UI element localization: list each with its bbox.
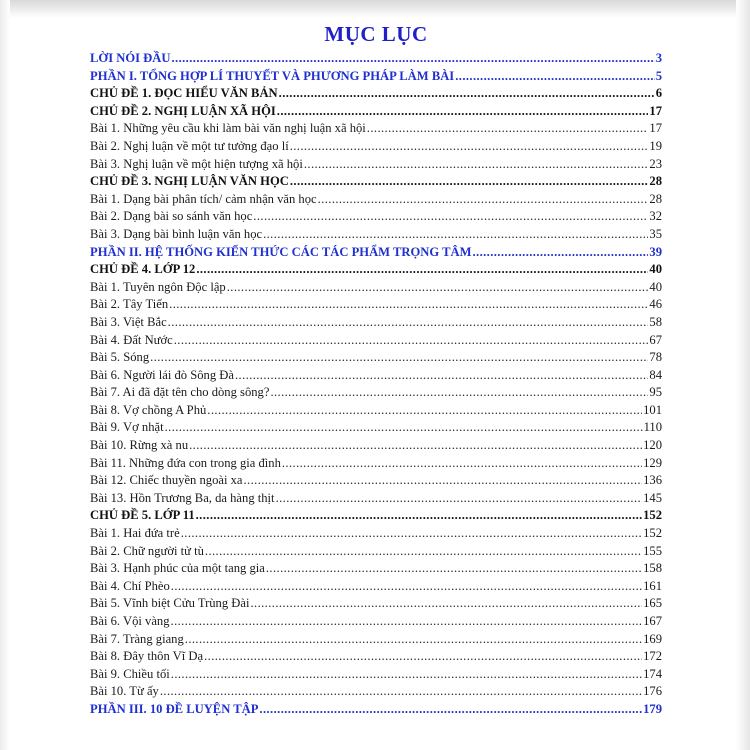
toc-entry-label: PHẦN I. TỔNG HỢP LÍ THUYẾT VÀ PHƯƠNG PHÁP LÀM BÀI [90, 68, 455, 83]
toc-entry-page-number: 58 [649, 314, 662, 329]
document-page [90, 20, 662, 719]
toc-entry-page-number: 169 [643, 631, 662, 646]
toc-entry[interactable] [90, 191, 662, 209]
toc-entry[interactable] [90, 648, 662, 666]
toc-entry[interactable] [90, 525, 662, 543]
toc-entry-page-number: 39 [649, 244, 662, 259]
toc-entry-label: Bài 12. Chiếc thuyền ngoài xa [90, 473, 243, 488]
toc-entry-page-number: 95 [649, 385, 662, 400]
toc-entry-label: Bài 1. Dạng bài phân tích/ cảm nhận văn học [90, 191, 317, 206]
toc-entry[interactable] [90, 68, 662, 86]
toc-dot-leader [205, 543, 642, 561]
toc-entry-page-number: 155 [643, 543, 662, 558]
toc-entry[interactable] [90, 261, 662, 279]
toc-entry[interactable] [90, 595, 662, 613]
toc-entry-label: Bài 2. Tây Tiến [90, 297, 169, 312]
toc-dot-leader [189, 437, 642, 455]
toc-dot-leader [290, 173, 649, 191]
toc-entry[interactable] [90, 455, 662, 473]
toc-dot-leader [270, 384, 648, 402]
toc-entry-page-number: 17 [649, 121, 662, 136]
toc-dot-leader [367, 120, 649, 138]
toc-entry[interactable] [90, 402, 662, 420]
toc-entry-label: Bài 6. Người lái đò Sông Đà [90, 367, 234, 382]
toc-entry[interactable] [90, 613, 662, 631]
toc-dot-leader [227, 279, 649, 297]
toc-entry-label: Bài 2. Nghị luận về một tư tưởng đạo lí [90, 138, 289, 153]
toc-dot-leader [196, 261, 648, 279]
toc-entry-page-number: 120 [643, 438, 662, 453]
toc-entry-page-number: 152 [643, 508, 662, 523]
toc-entry[interactable] [90, 156, 662, 174]
toc-entry-label: CHỦ ĐỀ 2. NGHỊ LUẬN XÃ HỘI [90, 103, 276, 118]
toc-entry-label: Bài 10. Rừng xà nu [90, 438, 189, 453]
toc-entry-page-number: 78 [649, 350, 662, 365]
toc-dot-leader [472, 244, 648, 262]
toc-entry-label: Bài 3. Hạnh phúc của một tang gia [90, 561, 265, 576]
toc-dot-leader [282, 455, 642, 473]
toc-entry-page-number: 165 [643, 596, 662, 611]
toc-entry-label: Bài 8. Đây thôn Vĩ Dạ [90, 649, 204, 664]
toc-dot-leader [263, 226, 648, 244]
toc-entry-label: Bài 10. Từ ấy [90, 684, 159, 699]
toc-entry[interactable] [90, 437, 662, 455]
toc-entry-label: Bài 1. Tuyên ngôn Độc lập [90, 279, 226, 294]
toc-dot-leader [196, 507, 642, 525]
toc-entry[interactable] [90, 666, 662, 684]
toc-entry-page-number: 145 [643, 490, 662, 505]
toc-entry[interactable] [90, 560, 662, 578]
toc-entry-label: Bài 3. Việt Bắc [90, 314, 167, 329]
toc-dot-leader [185, 631, 642, 649]
toc-dot-leader [235, 367, 648, 385]
toc-dot-leader [160, 683, 642, 701]
toc-entry[interactable] [90, 50, 662, 68]
page-title: MỤC LỤC [324, 22, 428, 46]
toc-dot-leader [279, 85, 655, 103]
toc-entry[interactable] [90, 138, 662, 156]
toc-dot-leader [169, 296, 648, 314]
toc-entry-label: Bài 4. Đất Nước [90, 332, 173, 347]
toc-entry-page-number: 40 [649, 262, 662, 277]
toc-entry-page-number: 46 [649, 297, 662, 312]
toc-entry[interactable] [90, 296, 662, 314]
toc-entry-page-number: 67 [649, 332, 662, 347]
toc-entry-page-number: 174 [643, 666, 662, 681]
toc-dot-leader [290, 138, 649, 156]
toc-entry-page-number: 110 [643, 420, 662, 435]
toc-entry-page-number: 17 [649, 103, 662, 118]
toc-entry-label: Bài 4. Chí Phèo [90, 578, 170, 593]
toc-entry[interactable] [90, 279, 662, 297]
toc-entry-label: CHỦ ĐỀ 5. LỚP 11 [90, 508, 195, 523]
toc-entry-label: Bài 1. Những yêu cầu khi làm bài văn nghị luận xã hội [90, 121, 366, 136]
toc-dot-leader [168, 314, 649, 332]
toc-entry-page-number: 101 [643, 402, 662, 417]
toc-entry-label: Bài 1. Hai đứa trẻ [90, 526, 180, 541]
toc-entry-page-number: 28 [649, 191, 662, 206]
toc-entry-page-number: 28 [649, 174, 662, 189]
toc-entry[interactable] [90, 683, 662, 701]
toc-entry-label: CHỦ ĐỀ 4. LỚP 12 [90, 262, 196, 277]
toc-entry[interactable] [90, 314, 662, 332]
toc-entry-label: Bài 5. Sóng [90, 350, 150, 365]
toc-entry[interactable] [90, 419, 662, 437]
toc-entry-page-number: 23 [649, 156, 662, 171]
toc-entry-label: Bài 7. Ai đã đặt tên cho dòng sông? [90, 385, 270, 400]
toc-entry-page-number: 161 [643, 578, 662, 593]
toc-entry-label: Bài 2. Dạng bài so sánh văn học [90, 209, 253, 224]
toc-entry-label: Bài 8. Vợ chồng A Phủ [90, 402, 207, 417]
toc-entry-label: Bài 11. Những đứa con trong gia đình [90, 455, 281, 470]
page-top-shadow [0, 0, 750, 18]
toc-entry-label: Bài 6. Vội vàng [90, 614, 170, 628]
toc-entry[interactable] [90, 85, 662, 103]
toc-entry[interactable] [90, 103, 662, 121]
toc-dot-leader [276, 490, 643, 508]
toc-entry-page-number: 3 [655, 51, 662, 65]
toc-entry-label: Bài 5. Vĩnh biệt Cửu Trùng Đài [90, 596, 250, 611]
toc-entry-page-number: 84 [649, 367, 662, 382]
toc-entry[interactable] [90, 507, 662, 525]
toc-dot-leader [150, 349, 648, 367]
toc-entry-label: PHẦN II. HỆ THỐNG KIẾN THỨC CÁC TÁC PHẨM TRỌNG TÂM [90, 244, 472, 259]
toc-dot-leader [171, 613, 643, 631]
toc-entry[interactable] [90, 631, 662, 649]
toc-entry[interactable] [90, 543, 662, 561]
toc-entry-label: LỜI NÓI ĐẦU [90, 51, 171, 65]
toc-entry-page-number: 35 [649, 226, 662, 241]
toc-dot-leader [171, 50, 654, 68]
toc-entry-label: CHỦ ĐỀ 1. ĐỌC HIỂU VĂN BẢN [90, 86, 278, 101]
toc-entry-page-number: 6 [655, 86, 662, 101]
toc-dot-leader [250, 595, 642, 613]
toc-entry[interactable] [90, 208, 662, 226]
toc-entry-page-number: 19 [649, 138, 662, 153]
toc-entry[interactable] [90, 384, 662, 402]
toc-entry[interactable] [90, 173, 662, 191]
table-of-contents [90, 50, 662, 719]
toc-dot-leader [259, 701, 642, 719]
toc-dot-leader [174, 332, 649, 350]
page-left-shadow [0, 0, 10, 750]
toc-entry-label: Bài 3. Nghị luận về một hiện tượng xã hội [90, 156, 303, 171]
toc-dot-leader [171, 666, 642, 684]
toc-dot-leader [304, 156, 649, 174]
toc-entry-label: Bài 7. Tràng giang [90, 631, 184, 646]
toc-entry[interactable] [90, 332, 662, 350]
toc-entry-page-number: 158 [643, 561, 662, 576]
toc-dot-leader [244, 472, 643, 490]
toc-entry[interactable] [90, 349, 662, 367]
toc-entry[interactable] [90, 367, 662, 385]
toc-entry[interactable] [90, 244, 662, 262]
toc-entry-page-number: 129 [643, 455, 662, 470]
toc-entry[interactable] [90, 701, 662, 719]
toc-dot-leader [455, 68, 654, 86]
toc-entry-page-number: 172 [643, 649, 662, 664]
toc-entry-label: CHỦ ĐỀ 3. NGHỊ LUẬN VĂN HỌC [90, 174, 289, 189]
page-right-shadow [736, 0, 750, 750]
toc-entry-label: Bài 13. Hồn Trương Ba, da hàng thịt [90, 490, 275, 505]
toc-entry[interactable] [90, 226, 662, 244]
toc-entry[interactable] [90, 578, 662, 596]
toc-entry-page-number: 152 [643, 526, 662, 541]
toc-dot-leader [181, 525, 642, 543]
toc-entry-label: PHẦN III. 10 ĐỀ LUYỆN TẬP [90, 701, 259, 716]
toc-dot-leader [165, 419, 643, 437]
toc-entry-page-number: 136 [643, 473, 662, 488]
toc-dot-leader [318, 191, 649, 209]
toc-entry-page-number: 32 [649, 209, 662, 224]
toc-entry-page-number: 40 [649, 279, 662, 294]
toc-entry-page-number: 167 [643, 614, 662, 628]
toc-dot-leader [253, 208, 648, 226]
toc-entry-label: Bài 2. Chữ người tử tù [90, 543, 204, 558]
toc-dot-leader [171, 578, 642, 596]
toc-entry[interactable] [90, 472, 662, 490]
toc-dot-leader [204, 648, 642, 666]
toc-dot-leader [207, 402, 642, 420]
toc-entry-page-number: 5 [655, 68, 662, 83]
toc-entry[interactable] [90, 120, 662, 138]
toc-entry-page-number: 176 [643, 684, 662, 699]
toc-entry-label: Bài 3. Dạng bài bình luận văn học [90, 226, 263, 241]
toc-entry-label: Bài 9. Vợ nhặt [90, 420, 164, 435]
toc-dot-leader [266, 560, 642, 578]
toc-entry[interactable] [90, 490, 662, 508]
toc-entry-page-number: 179 [643, 701, 662, 716]
toc-dot-leader [277, 103, 649, 121]
toc-entry-label: Bài 9. Chiều tối [90, 666, 170, 681]
